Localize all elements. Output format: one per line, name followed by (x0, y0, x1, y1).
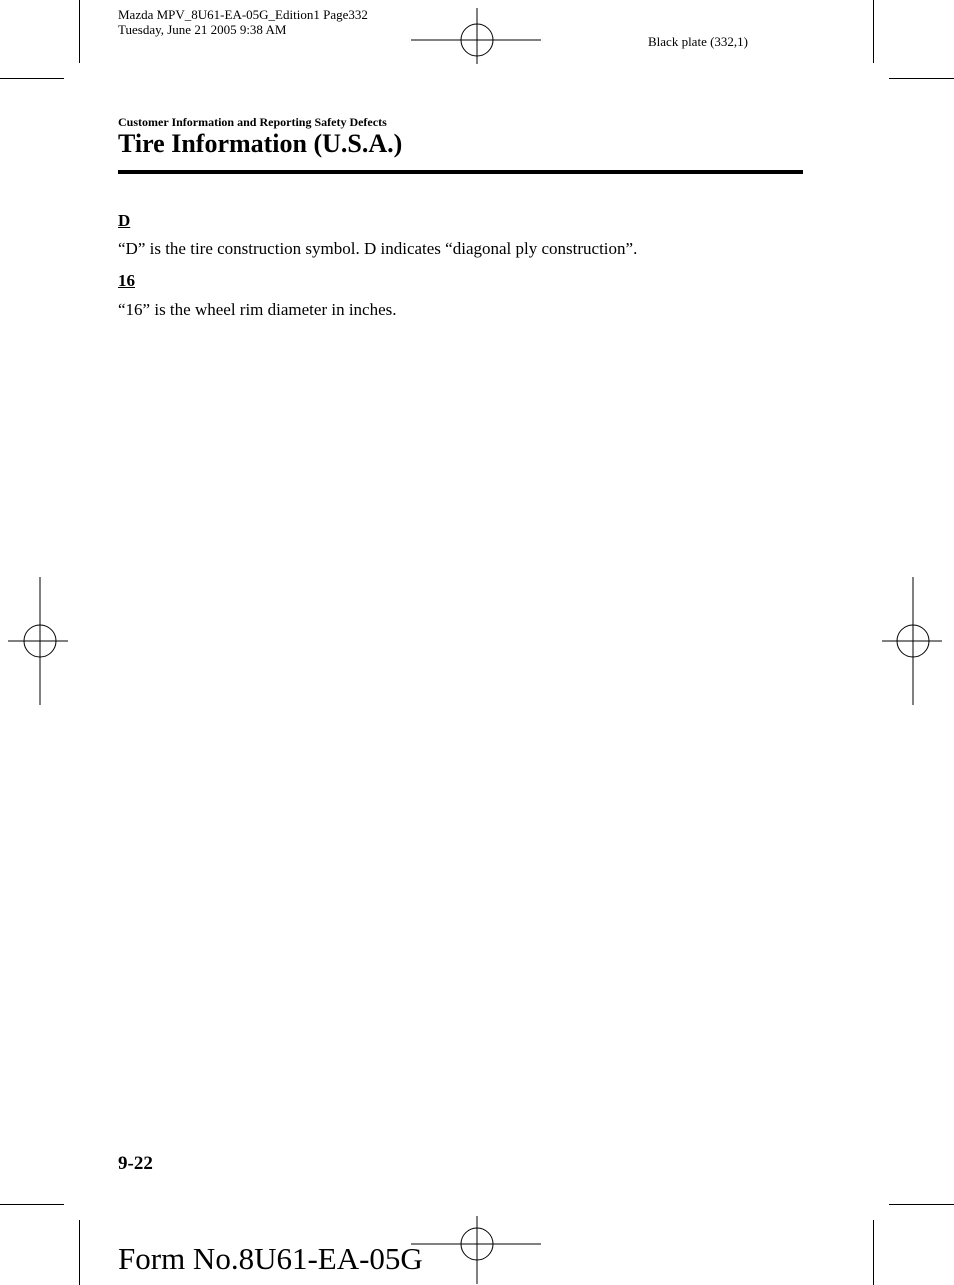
entry-term: 16 (118, 271, 135, 290)
title-rule (118, 170, 803, 174)
crop-mark (873, 0, 874, 63)
crop-mark (889, 78, 954, 79)
crop-mark (79, 1220, 80, 1285)
page-title: Tire Information (U.S.A.) (118, 129, 403, 158)
form-number: Form No.8U61-EA-05G (118, 1241, 423, 1276)
registration-mark-top (411, 6, 543, 66)
registration-mark-left (6, 577, 72, 707)
crop-mark (0, 78, 64, 79)
entry-term: D (118, 211, 131, 230)
entry-text: “16” is the wheel rim diameter in inches. (118, 300, 397, 319)
registration-mark-right (880, 577, 946, 707)
black-plate-label: Black plate (332,1) (648, 34, 748, 49)
crop-mark (79, 0, 80, 63)
crop-mark (0, 1204, 64, 1205)
crop-mark (873, 1220, 874, 1285)
print-job-line: Mazda MPV_8U61-EA-05G_Edition1 Page332 (118, 7, 368, 22)
page-number: 9-22 (118, 1153, 153, 1174)
print-date-line: Tuesday, June 21 2005 9:38 AM (118, 22, 287, 37)
registration-mark-bottom (411, 1216, 543, 1285)
section-label: Customer Information and Reporting Safety Defects (118, 115, 387, 129)
crop-mark (889, 1204, 954, 1205)
entry-text: “D” is the tire construction symbol. D indicates “diagonal ply construction”. (118, 239, 638, 258)
